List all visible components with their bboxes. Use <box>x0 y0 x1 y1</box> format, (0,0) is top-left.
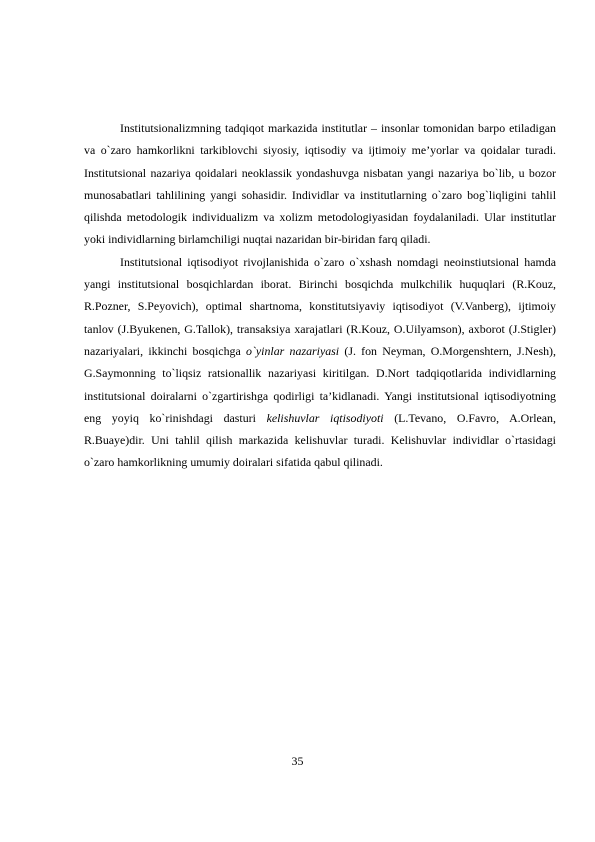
italic-term-game-theory: o`yinlar nazariyasi <box>246 343 340 358</box>
paragraph-text-part: (J. fon Neyman, O.Morgenshtern, J.Nesh), G.Saymonning to`liqsiz ratsionallik nazariyasi kiritilgan. D.Nort tadqiqotlarida individlarning institutsional doiralarni o`zgartirishga qodirligi ta’kidlanadi. Yangi institutsional iqtisodiyotning eng yoyiq ko`rinishdagi dasturi <box>84 343 556 425</box>
paragraph-institutionalism: Institutsionalizmning tadqiqot markazida institutlar – insonlar tomonidan barpo etiladigan va o`zaro hamkorlikni tarkiblovchi siyosiy, iqtisodiy va ijtimoiy me’yorlar va qoidalar turadi. Institutsional nazariya qoidalari neoklassik yondashuvga nisbatan yangi nazariya bo`lib, u bozor munosabatlari tahlilining yangi sohasidir. Individlar va institutlarning o`zaro bog`liqligini tahlil qilishda metodologik individualizm va xolizm metodologiyasidan foydalaniladi. Ular institutlar yoki individlarning birlamchiligi nuqtai nazaridan bir-biridan farq qiladi. <box>84 121 556 247</box>
paragraph-text-part: (L.Tevano, O.Favro, A.Orlean, R.Buaye)dir. Uni tahlil qilish markazida kelishuvlar turadi. Kelishuvlar individlar o`rtasidagi o`zaro hamkorlikning umumiy doiralari sifatida qabul qilinadi. <box>84 410 556 470</box>
page-number: 35 <box>291 754 304 768</box>
body-text <box>84 117 556 474</box>
italic-term-economics-of-conventions: kelishuvlar iqtisodiyoti <box>266 410 384 425</box>
paragraph-institutional-economics <box>84 251 556 474</box>
paragraph-text-part: Institutsional iqtisodiyot rivojlanishida o`zaro o`xshash nomdagi neoinstiutsional hamda yangi institutsional bosqichlardan iborat. Birinchi bosqichda mulkchilik huquqlari (R.Kouz, R.Pozner, S.Peyovich), optimal shartnoma, konstitutsiyaviy iqtisodiyot (V.Vanberg), ijtimoiy tanlov (J.Byukenen, G.Tallok), transaksiya xarajatlari (R.Kouz, O.Uilyamson), axborot (J.Stigler) nazariyalari, ikkinchi bosqichga <box>84 254 556 358</box>
